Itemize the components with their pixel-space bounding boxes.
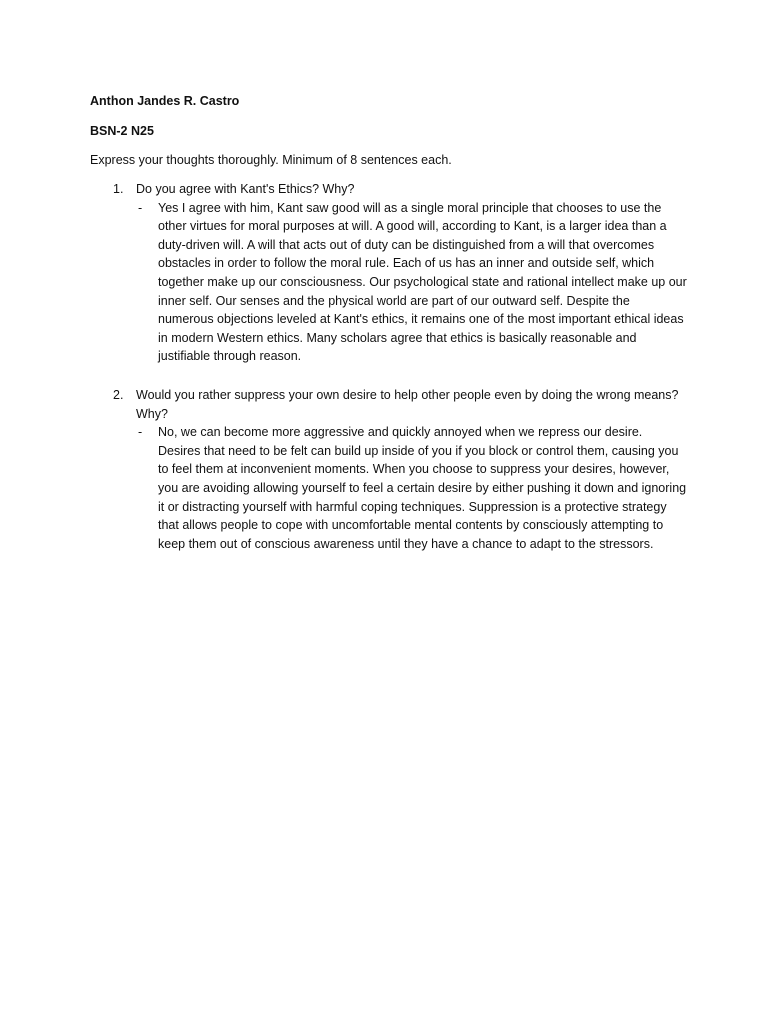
answer-block [138, 423, 688, 553]
dash-bullet: - [138, 425, 143, 440]
question-item-1 [113, 180, 688, 366]
author-name: Anthon Jandes R. Castro [90, 94, 240, 108]
answer-text: No, we can become more aggressive and quickly annoyed when we repress our desire. Desires that need to be felt can build up inside of you if you block or control them, causing you to feel them at inconvenient moments. When you choose to suppress your desires, however, you are avoiding allowing yourself to feel a certain desire by either pushing it down and ignoring it or distracting yourself with harmful coping techniques. Suppression is a protective strategy that allows people to cope with uncomfortable mental contents by consciously attempting to keep them out of conscious awareness until they have a chance to adapt to the stressors. [158, 425, 687, 551]
question-text: Would you rather suppress your own desire to help other people even by doing the wrong means? Why? [136, 388, 679, 421]
question-number: 2. [113, 388, 124, 402]
instructions: Express your thoughts thoroughly. Minimum of 8 sentences each. [90, 153, 452, 167]
question-number: 1. [113, 182, 124, 196]
class-section: BSN-2 N25 [90, 124, 154, 138]
answer-text: Yes I agree with him, Kant saw good will as a single moral principle that chooses to use the other virtues for moral purposes at will. A good will, according to Kant, is a larger idea than a duty-driven will. A will that acts out of duty can be distinguished from a will that overcomes obstacles in order to follow the moral rule. Each of us has an inner and outside self, which together make up our consciousness. Our psychological state and rational intellect make up our inner self. Our senses and the physical world are part of our outward self. Despite the numerous objections leveled at Kant's ethics, it remains one of the most important ethical ideas in modern Western ethics. Many scholars agree that ethics is basically reasonable and justifiable through reason. [158, 200, 687, 364]
answer-block [138, 199, 688, 366]
question-item-2 [113, 386, 688, 553]
dash-bullet: - [138, 200, 143, 215]
question-text: Do you agree with Kant's Ethics? Why? [136, 182, 355, 196]
